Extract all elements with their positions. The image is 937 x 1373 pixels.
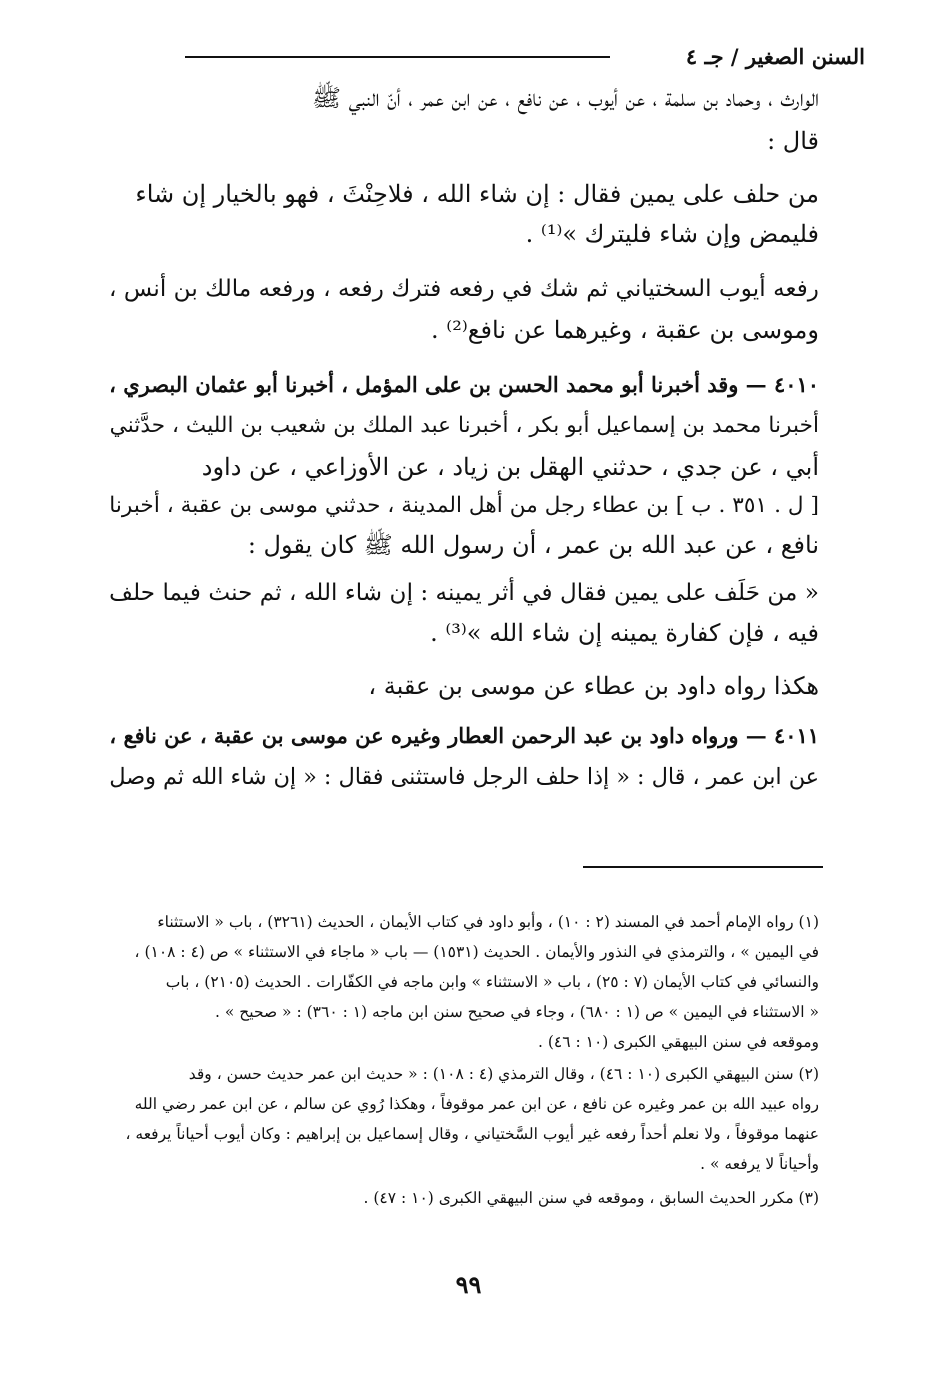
footnote-line: في اليمين » ، والترمذي في النذور والأيمان . الحديث (١٥٣١) — باب « ماجاء في الاستثناء » ص (٤ : ١٠٨) ،: [134, 943, 819, 961]
hadith-4011-line: ٤٠١١ — ورواه داود بن عبد الرحمن العطار وغيره عن موسى بن عقبة ، عن نافع ،: [109, 723, 819, 748]
body-line: رفعه أيوب السختياني ثم شك في رفعه فترك رفعه ، ورفعه مالك بن أنس ،: [108, 275, 819, 302]
body-line: أخبرنا محمد بن إسماعيل أبو بكر ، أخبرنا عبد الملك بن شعيب بن الليث ، حدَّثني: [109, 413, 819, 438]
body-line: من حلف على يمين فقال : إن شاء الله ، فلاحِنْثَ ، فهو بالخيار إن شاء: [135, 180, 819, 208]
body-line: الوارث ، وحماد بن سلمة ، عن أيوب ، عن نافع ، عن ابن عمر ، أنّ النبي ﷺ: [311, 84, 819, 112]
body-line: « من حَلَف على يمين فقال في أثر يمينه : إن شاء الله ، ثم حنث فيما حلف: [109, 579, 819, 606]
body-line: أبي ، عن جدي ، حدثني الهقل بن زياد ، عن الأوزاعي ، عن داود: [201, 453, 819, 481]
footnote-line: وموقعه في سنن البيهقي الكبرى (١٠ : ٤٦) .: [537, 1033, 819, 1051]
footnote-line: والنسائي في كتاب الأيمان (٧ : ٢٥) ، باب « الاستثناء » وابن ماجه في الكفّارات . الحديث (٢١٠٥) ، باب: [165, 973, 819, 991]
body-line: فليمض وإن شاء فليترك »⁽¹⁾ .: [525, 220, 819, 248]
body-line: وموسى بن عقبة ، وغيرهما عن نافع⁽²⁾ .: [431, 316, 819, 344]
footnote-line: عنهما موقوفاً ، ولا نعلم أحداً رفعه غير أيوب السَّختياني ، وقال إسماعيل بن إبراهيم : وكان أيوب أحياناً يرفعه ،: [125, 1125, 819, 1143]
body-line: نافع ، عن عبد الله بن عمر ، أن رسول الله ﷺ كان يقول :: [247, 531, 819, 559]
body-line: [ ل . ٣٥١ . ب ] بن عطاء رجل من أهل المدينة ، حدثني موسى بن عقبة ، أخبرنا: [109, 493, 819, 518]
footnote-rule: [583, 866, 823, 868]
running-header: [185, 44, 865, 74]
body-line: فيه ، فإن كفارة يمينه إن شاء الله »⁽³⁾ .: [430, 619, 819, 647]
running-header-title: السنن الصغير / جـ ٤: [685, 44, 865, 69]
footnote-line: « الاستثناء في اليمين » ص (١ : ٦٨٠) ، وجاء في صحيح سنن ابن ماجه (١ : ٣٦٠) : « صحيح » .: [215, 1003, 819, 1021]
footnote-line: رواه عبيد الله بن عمر وغيره عن نافع ، عن ابن عمر موقوفاً ، وهكذا رُوي عن سالم ، عن ابن عمر رضي الله: [134, 1095, 819, 1113]
footnote-line: (١) رواه الإمام أحمد في المسند (٢ : ١٠) ، وأبو داود في كتاب الأيمان ، الحديث (٣٢٦١) ، باب « الاستثناء: [157, 913, 819, 931]
header-rule: [185, 56, 610, 58]
footnote-line: (٢) سنن البيهقي الكبرى (١٠ : ٤٦) ، وقال الترمذي (٤ : ١٠٨) : « حديث ابن عمر حديث حسن ، وقد: [188, 1065, 819, 1083]
body-line: هكذا رواه داود بن عطاء عن موسى بن عقبة ،: [368, 672, 819, 700]
footnote-line: وأحياناً لا يرفعه » .: [700, 1155, 819, 1173]
body-line: عن ابن عمر ، قال : « إذا حلف الرجل فاستثنى فقال : « إن شاء الله ثم وصل: [109, 764, 819, 790]
body-line: قال :: [767, 127, 819, 155]
page-number: ٩٩: [455, 1270, 482, 1299]
hadith-4010-line: ٤٠١٠ — وقد أخبرنا أبو محمد الحسن بن على المؤمل ، أخبرنا أبو عثمان البصري ،: [109, 372, 819, 397]
footnote-line: (٣) مكرر الحديث السابق ، وموقعه في سنن البيهقي الكبرى (١٠ : ٤٧) .: [363, 1189, 819, 1207]
